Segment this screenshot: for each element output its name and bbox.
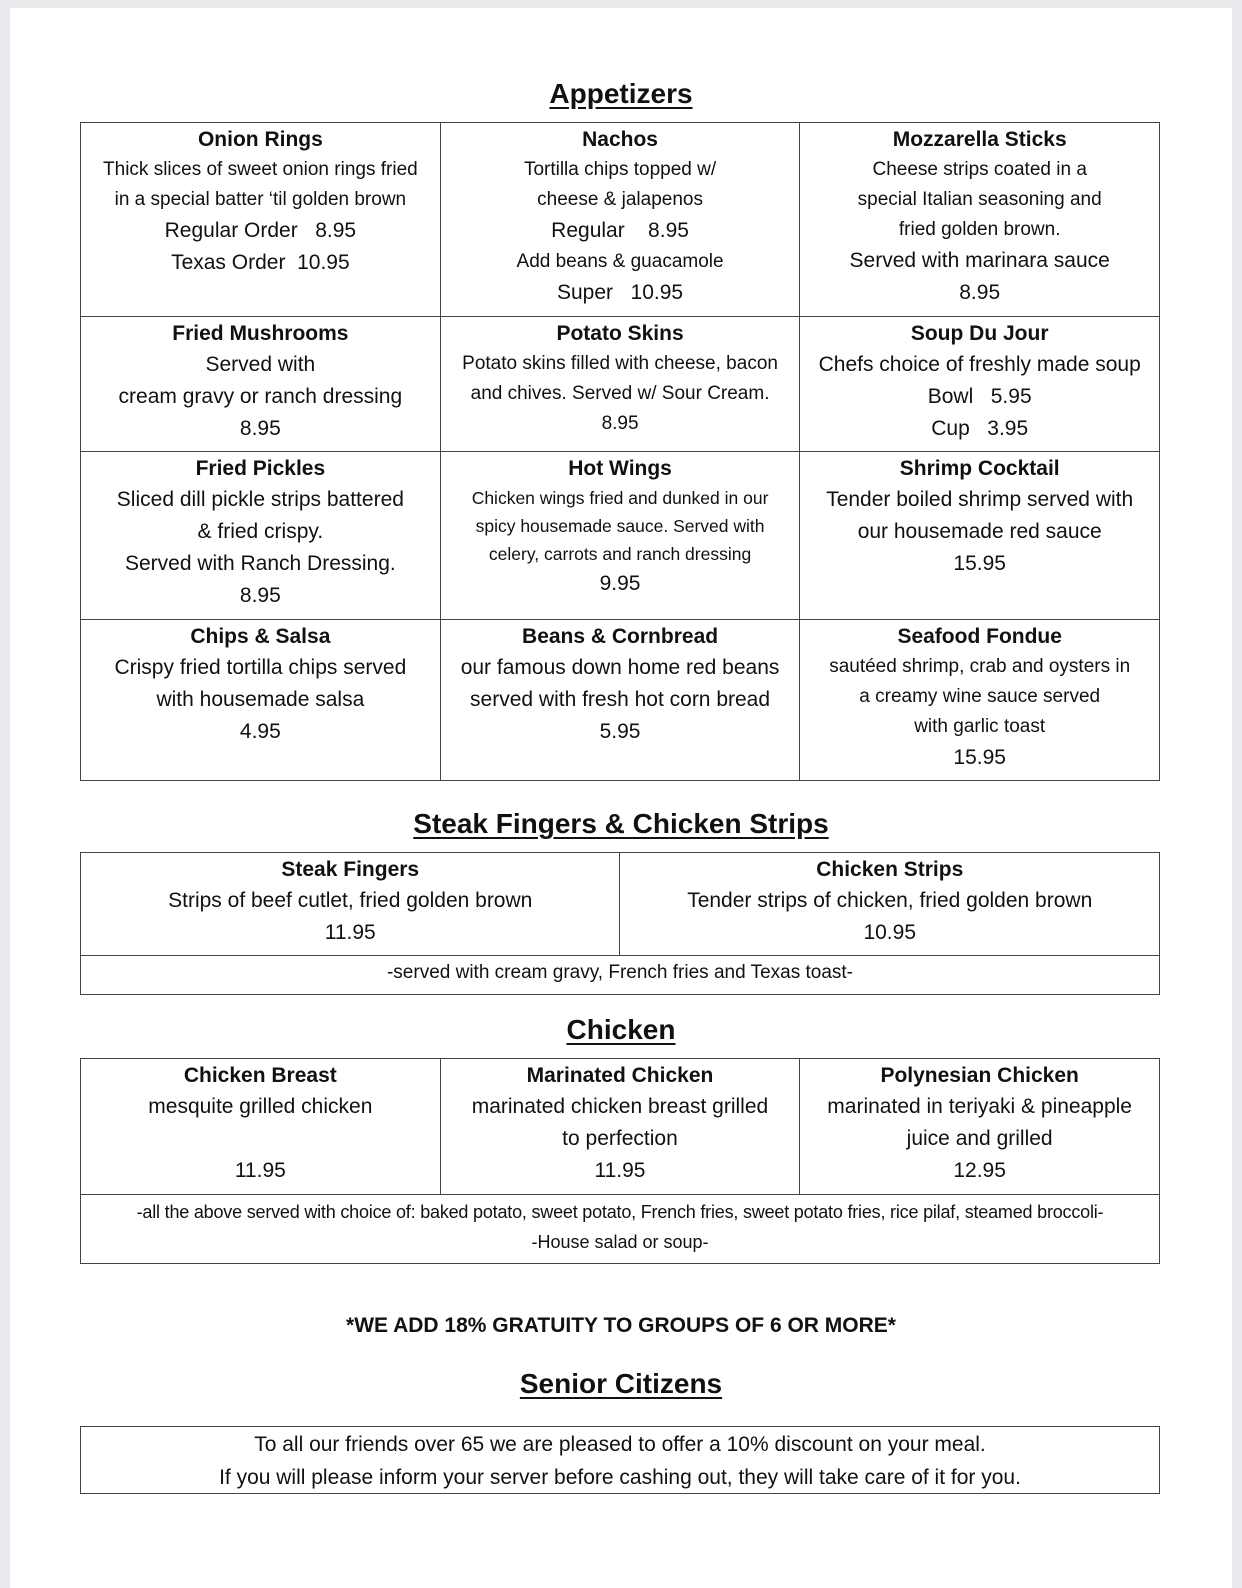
chicken-sides-note: -all the above served with choice of: baked potato, sweet potato, French fries, sweet potato fries, rice pilaf, steamed broccoli- -House salad or soup- (81, 1195, 1160, 1264)
menu-item-steak-fingers: Steak Fingers Strips of beef cutlet, fried golden brown 11.95 (81, 853, 620, 956)
appetizers-title: Appetizers (549, 78, 693, 109)
item-name: Onion Rings (197, 128, 323, 151)
chicken-table (80, 1058, 1160, 1264)
item-name: Polynesian Chicken (880, 1064, 1079, 1087)
menu-item-fried-pickles: Fried Pickles Sliced dill pickle strips battered & fried crispy. Served with Ranch Dressing. 8.95 (81, 452, 441, 620)
menu-item-soup-du-jour: Soup Du Jour Chefs choice of freshly made soup Bowl 5.95 Cup 3.95 (800, 317, 1160, 452)
item-name: Mozzarella Sticks (892, 128, 1067, 151)
item-name: Fried Mushrooms (172, 322, 349, 345)
steak-chicken-note: -served with cream gravy, French fries and Texas toast- (81, 956, 1160, 995)
item-name: Hot Wings (568, 457, 672, 480)
menu-item-chips-salsa: Chips & Salsa Crispy fried tortilla chips served with housemade salsa 4.95 (81, 620, 441, 781)
steak-chicken-table (80, 852, 1160, 995)
menu-item-shrimp-cocktail: Shrimp Cocktail Tender boiled shrimp served with our housemade red sauce 15.95 (800, 452, 1160, 620)
appetizers-table (80, 122, 1160, 781)
menu-item-onion-rings: Onion Rings Thick slices of sweet onion rings fried in a special batter ‘til golden brown Regular Order 8.95 Texas Order 10.95 (81, 123, 441, 317)
menu-item-mozzarella-sticks: Mozzarella Sticks Cheese strips coated in a special Italian seasoning and fried golden brown. Served with marinara sauce 8.95 (800, 123, 1160, 317)
item-name: Chips & Salsa (190, 625, 331, 648)
item-name: Steak Fingers (281, 858, 420, 881)
menu-item-potato-skins: Potato Skins Potato skins filled with cheese, bacon and chives. Served w/ Sour Cream. 8.95 (440, 317, 800, 452)
menu-item-seafood-fondue: Seafood Fondue sautéed shrimp, crab and oysters in a creamy wine sauce served with garlic toast 15.95 (800, 620, 1160, 781)
item-name: Beans & Cornbread (522, 625, 719, 648)
gratuity-notice: *WE ADD 18% GRATUITY TO GROUPS OF 6 OR MORE* (346, 1314, 896, 1337)
steak-chicken-title: Steak Fingers & Chicken Strips (413, 808, 829, 839)
item-name: Shrimp Cocktail (899, 457, 1060, 480)
item-name: Seafood Fondue (897, 625, 1062, 648)
item-name: Potato Skins (556, 322, 684, 345)
menu-item-chicken-strips: Chicken Strips Tender strips of chicken, fried golden brown 10.95 (620, 853, 1160, 956)
item-name: Chicken Breast (183, 1064, 337, 1087)
chicken-title: Chicken (566, 1014, 676, 1045)
senior-citizens-title: Senior Citizens (519, 1368, 723, 1399)
menu-item-fried-mushrooms: Fried Mushrooms Served with cream gravy or ranch dressing 8.95 (81, 317, 441, 452)
item-name: Marinated Chicken (526, 1064, 714, 1087)
senior-discount-box: To all our friends over 65 we are pleased to offer a 10% discount on your meal. If you will please inform your server before cashing out, they will take care of it for you. (80, 1426, 1160, 1494)
item-name: Fried Pickles (195, 457, 326, 480)
menu-item-hot-wings: Hot Wings Chicken wings fried and dunked in our spicy housemade sauce. Served with celery, carrots and ranch dressing 9.95 (440, 452, 800, 620)
menu-item-polynesian-chicken: Polynesian Chicken marinated in teriyaki & pineapple juice and grilled 12.95 (800, 1059, 1160, 1195)
menu-item-nachos: Nachos Tortilla chips topped w/ cheese & jalapenos Regular 8.95 Add beans & guacamole Super 10.95 (440, 123, 800, 317)
item-name: Nachos (582, 128, 658, 151)
menu-item-chicken-breast: Chicken Breast mesquite grilled chicken 11.95 (81, 1059, 441, 1195)
menu-item-beans-cornbread: Beans & Cornbread our famous down home red beans served with fresh hot corn bread 5.95 (440, 620, 800, 781)
menu-item-marinated-chicken: Marinated Chicken marinated chicken breast grilled to perfection 11.95 (440, 1059, 800, 1195)
item-name: Chicken Strips (816, 858, 964, 881)
item-name: Soup Du Jour (910, 322, 1049, 345)
